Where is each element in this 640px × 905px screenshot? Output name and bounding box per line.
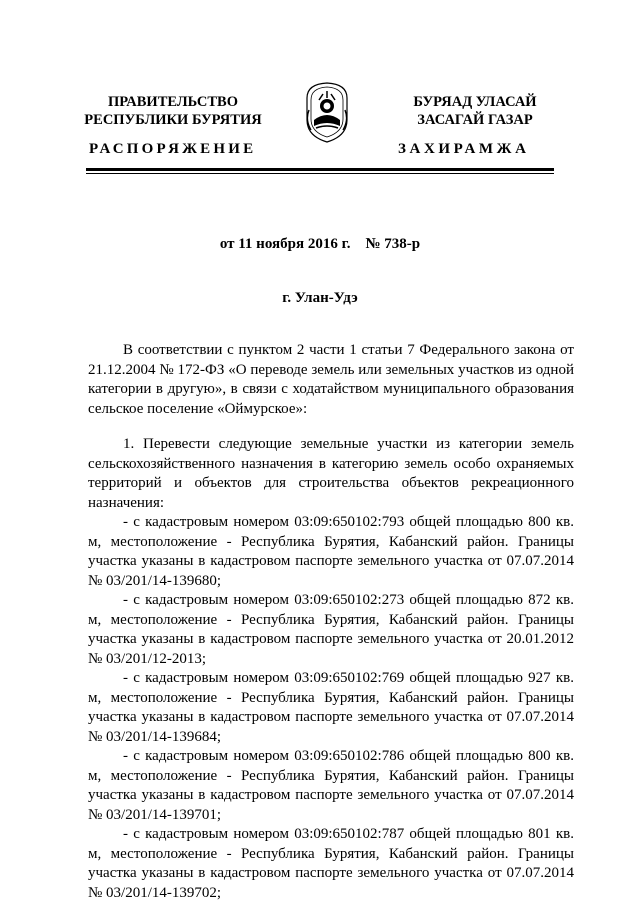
issuer-line-1: ПРАВИТЕЛЬСТВО [108, 94, 238, 110]
land-plot-item: - с кадастровым номером 03:09:650102:786 общей площадью 800 кв. м, местоположение - Республика Бурятия, Кабанский район. Границы участка указаны в кадастровом паспорте земельного участка от 07.07.2014 № 03/201/14-139701; [88, 748, 574, 823]
document-date-number: от 11 ноября 2016 г. № 738-р [219, 236, 421, 252]
header-divider-thick [86, 168, 554, 171]
clause-1-paragraph: 1. Перевести следующие земельные участки из категории земель сельскохозяйственного назначения в категорию земель особо охраняемых территорий и объектов для строительства объектов рекреационного назначения: [88, 436, 574, 511]
land-plot-item: - с кадастровым номером 03:09:650102:793 общей площадью 800 кв. м, местоположение - Республика Бурятия, Кабанский район. Границы участка указаны в кадастровом паспорте земельного участка от 07.07.2014 № 03/201/14-139680; [88, 514, 574, 589]
header-divider-thin [86, 173, 554, 174]
land-plot-item: - с кадастровым номером 03:09:650102:273 общей площадью 872 кв. м, местоположение - Республика Бурятия, Кабанский район. Границы участка указаны в кадастровом паспорте земельного участка от 20.01.2012 № 03/201/12-2013; [88, 592, 574, 667]
land-plot-item: - с кадастровым номером 03:09:650102:769 общей площадью 927 кв. м, местоположение - Республика Бурятия, Кабанский район. Границы участка указаны в кадастровом паспорте земельного участка от 07.07.2014 № 03/201/14-139684; [88, 670, 574, 745]
land-plot-item: - с кадастровым номером 03:09:650102:787 общей площадью 801 кв. м, местоположение - Республика Бурятия, Кабанский район. Границы участка указаны в кадастровом паспорте земельного участка от 07.07.2014 № 03/201/14-139702; [88, 826, 574, 901]
document-kind-russian: РАСПОРЯЖЕНИЕ [89, 141, 257, 157]
issuer-name-russian [73, 93, 273, 129]
issuer-buryat-line-2: ЗАСАГАЙ ГАЗАР [417, 112, 533, 128]
preamble-paragraph: В соответствии с пунктом 2 части 1 статьи 7 Федерального закона от 21.12.2004 № 172-ФЗ «О переводе земель или земельных участков из одной категории в другую», в связи с ходатайством муниципального образования сельское поселение «Оймурское»: [88, 342, 574, 417]
document-kind-buryat: ЗАХИРАМЖА [398, 141, 530, 157]
issuer-name-buryat [375, 93, 575, 129]
coat-of-arms-emblem-icon [301, 80, 353, 144]
document-body [88, 341, 574, 903]
issuer-buryat-line-1: БУРЯАД УЛАСАЙ [413, 94, 537, 110]
document-city: г. Улан-Удэ [282, 290, 358, 306]
issuer-line-2: РЕСПУБЛИКИ БУРЯТИЯ [84, 112, 262, 128]
paragraph-gap [88, 419, 574, 435]
